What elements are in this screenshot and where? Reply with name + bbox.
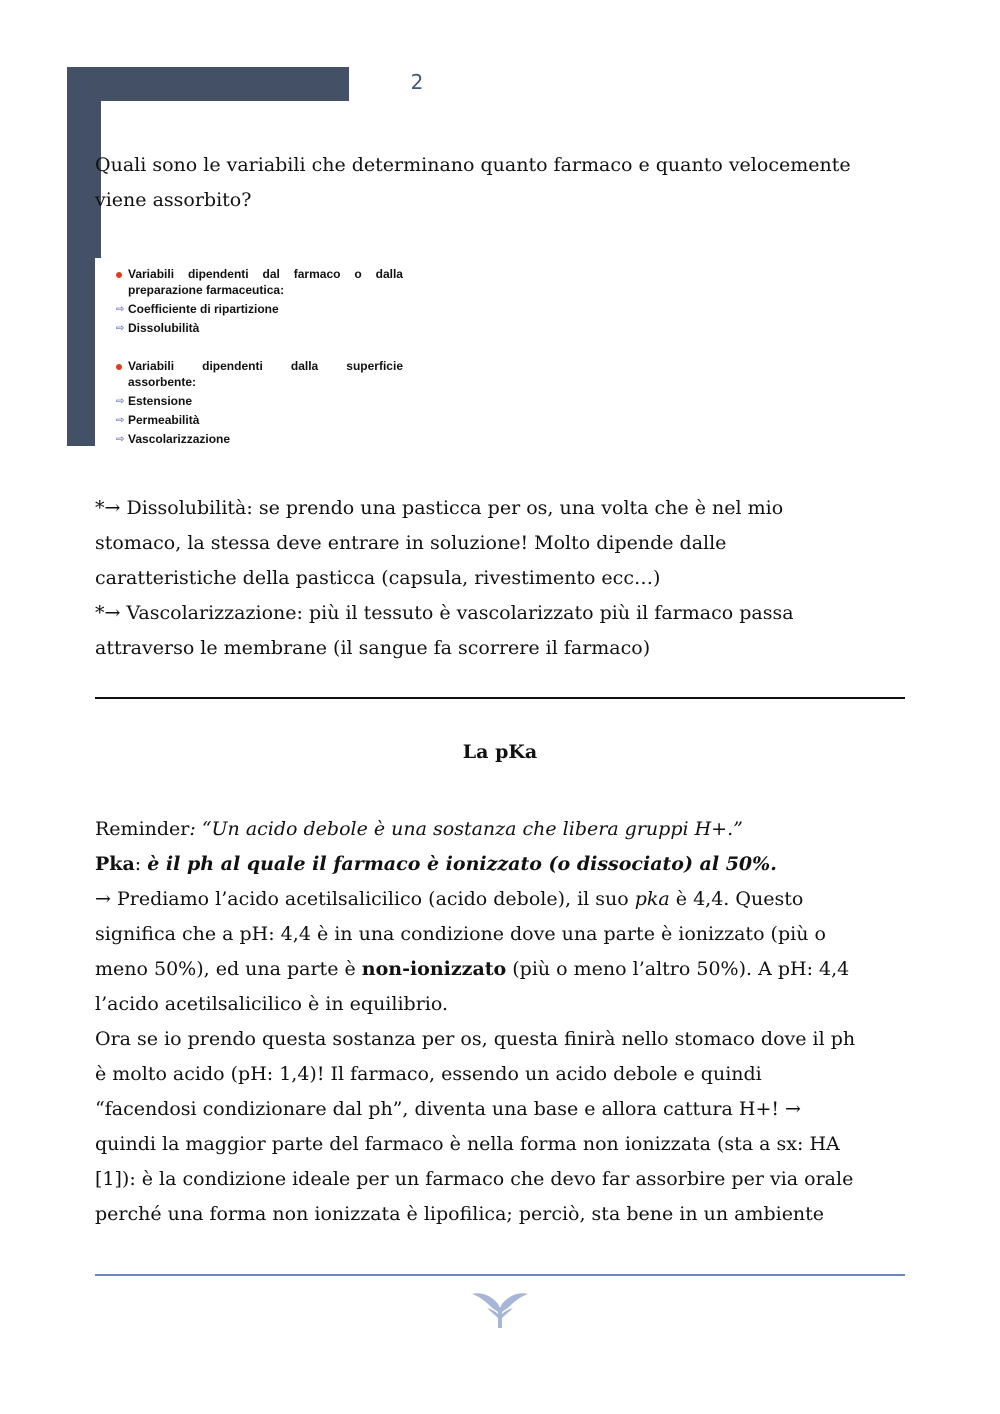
slide-item-label: Estensione <box>128 394 193 408</box>
body-line: significa che a pH: 4,4 è in una condizione dove una parte è ionizzato (più o <box>95 923 826 945</box>
embedded-slide-image <box>95 258 415 448</box>
bullet-dot-icon <box>116 272 122 278</box>
intro-line-1: Quali sono le variabili che determinano quanto farmaco e quanto velocemente <box>95 154 851 176</box>
reminder-quote: : “Un acido debole è una sostanza che libera gruppi H+.” <box>189 818 743 840</box>
arrow-right-icon: ⇨ <box>116 396 125 407</box>
intro-line-2: viene assorbito? <box>95 189 252 211</box>
reminder-label: Reminder <box>95 818 190 840</box>
body-line: l’acido acetilsalicilico è in equilibrio. <box>95 993 449 1015</box>
slide-item-label: Vascolarizzazione <box>128 432 231 446</box>
slide-word: dipendenti <box>187 267 249 281</box>
notes-paragraph <box>95 491 905 666</box>
page-number: 2 <box>410 70 424 94</box>
slide-group-1-line-1 <box>128 266 403 283</box>
note-line: stomaco, la stessa deve entrare in soluzione! Molto dipende dalle <box>95 532 727 554</box>
slide-word: dipendenti <box>202 359 263 373</box>
slide-word: dalla <box>290 359 319 373</box>
body-line: Ora se io prendo questa sostanza per os, questa finirà nello stomaco dove il ph <box>95 1028 856 1050</box>
slide-word: farmaco <box>293 267 341 281</box>
slide-item-label: Dissolubilità <box>128 321 200 335</box>
body-text <box>95 812 905 1232</box>
section-divider <box>95 697 905 699</box>
body-line: quindi la maggior parte del farmaco è nella forma non ionizzata (sta a sx: HA <box>95 1133 840 1155</box>
body-line: [1]): è la condizione ideale per un farmaco che devo far assorbire per via orale <box>95 1168 854 1190</box>
body-text-run: (più o meno l’altro 50%). A pH: 4,4 <box>506 958 850 980</box>
slide-group-1-line-2: preparazione farmaceutica: <box>128 283 285 297</box>
body-line: è molto acido (pH: 1,4)! Il farmaco, essendo un acido debole e quindi <box>95 1063 762 1085</box>
note-line: *→ Dissolubilità: se prendo una pasticca per os, una volta che è nel mio <box>95 497 784 519</box>
intro-question <box>95 148 905 218</box>
note-line: attraverso le membrane (il sangue fa scorrere il farmaco) <box>95 637 651 659</box>
body-line: “facendosi condizionare dal ph”, diventa una base e allora cattura H+! → <box>95 1098 801 1120</box>
arrow-right-icon: ⇨ <box>116 434 125 445</box>
non-ionized-term: non-ionizzato <box>361 958 507 980</box>
pka-separator: : <box>134 853 148 875</box>
section-title: La pKa <box>462 741 538 763</box>
slide-item-label: Permeabilità <box>128 413 200 427</box>
slide-word: Variabili <box>128 359 175 373</box>
footer-divider <box>95 1274 905 1276</box>
arrow-right-icon: ⇨ <box>116 304 125 315</box>
slide-word: dal <box>262 267 280 281</box>
arrow-right-icon: ⇨ <box>116 415 125 426</box>
slide-word: Variabili <box>128 267 175 281</box>
pka-label: Pka <box>95 853 135 875</box>
body-line: perché una forma non ionizzata è lipofilica; perciò, sta bene in un ambiente <box>95 1203 825 1225</box>
slide-item-label: Coefficiente di ripartizione <box>128 302 279 316</box>
bullet-dot-icon <box>116 364 122 370</box>
slide-word: superficie <box>346 359 403 373</box>
arrow-right-icon: ⇨ <box>116 323 125 334</box>
note-line: caratteristiche della pasticca (capsula, rivestimento ecc…) <box>95 567 661 589</box>
slide-group-2-line-2: assorbente: <box>128 375 197 389</box>
pka-term: pka <box>634 888 670 910</box>
body-text-run: è 4,4. Questo <box>669 888 804 910</box>
slide-group-2-line-1 <box>128 358 403 375</box>
note-line: *→ Vascolarizzazione: più il tessuto è vascolarizzato più il farmaco passa <box>95 602 794 624</box>
slide-word: o <box>354 267 362 281</box>
pka-definition: è il ph al quale il farmaco è ionizzato (o dissociato) al 50%. <box>147 853 777 875</box>
footer-logo-icon <box>469 1288 531 1334</box>
body-text-run: → Prediamo l’acido acetilsalicilico (acido debole), il suo <box>95 888 635 910</box>
header-decoration-bar <box>67 67 349 101</box>
body-text-run: meno 50%), ed una parte è <box>95 958 362 980</box>
slide-word: dalla <box>375 267 403 281</box>
